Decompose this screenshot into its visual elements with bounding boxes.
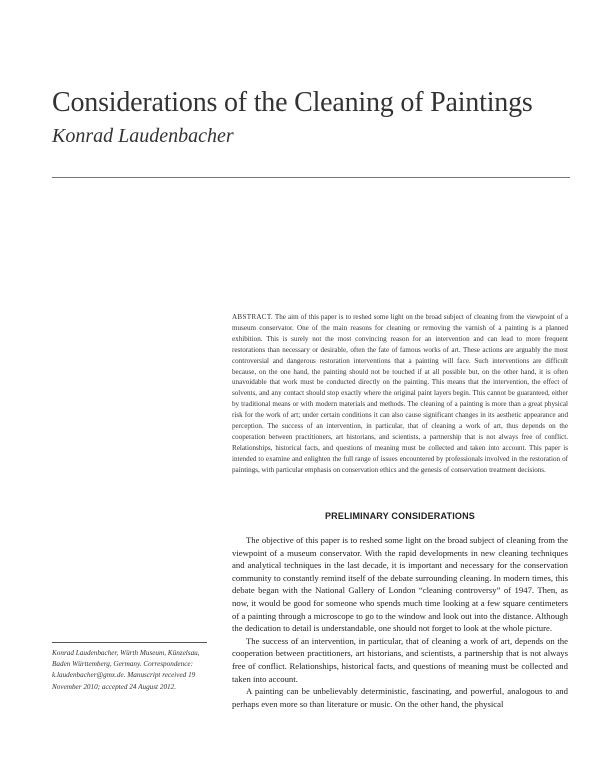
body-text: [232, 534, 568, 710]
body-paragraph: The success of an intervention, in particular, that of cleaning a work of art, depends on the cooperation between practitioners, art historians, and scientists, a partnership that is not always free of conflict. Relationships, historical facts, and questions of meaning must be collected and taken into account.: [232, 635, 568, 684]
article-author: Konrad Laudenbacher: [52, 125, 234, 147]
footnote-author: Konrad Laudenbacher,: [52, 649, 119, 657]
article-title: Considerations of the Cleaning of Paintings: [52, 87, 533, 118]
author-footnote: [52, 648, 212, 693]
body-paragraph: The objective of this paper is to reshed some light on the broad subject of cleaning from the viewpoint of a museum conservator. With the rapid developments in new cleaning techniques and analytical techniques in the last decade, it is important and necessary for the conservation community to constantly remind itself of the debate surrounding cleaning. In modern times, this debate began with the National Gallery of London “cleaning controversy” of 1947. Then, as now, it would be good for someone who spends much time looking at a few square centimeters of a painting through a microscope to go to the window and look out into the distance. Although the dedication to detail is understandable, one should not forget to look at the whole picture.: [232, 535, 568, 634]
section-heading: PRELIMINARY CONSIDERATIONS: [324, 511, 476, 521]
body-paragraph: A painting can be unbelievably deterministic, fascinating, and powerful, analogous to and perhaps even more so than literature or music. On the other hand, the physical: [232, 686, 568, 709]
abstract-label: ABSTRACT.: [232, 313, 273, 321]
abstract: [232, 312, 568, 476]
footnote-divider: [52, 642, 207, 643]
abstract-text: The aim of this paper is to reshed some light on the broad subject of cleaning from the viewpoint of a museum conservator. One of the main reasons for cleaning or removing the varnish of a painting is a planned exhibition. This is surely not the most convincing reason for an intervention and can lead to more frequent restorations than necessary or desirable, often the fate of famous works of art. These actions are arguably the most controversial and dangerous restoration interventions that a painting will face. Such interventions are difficult because, on the one hand, the painting should not be touched if at all possible but, on the other hand, it is often unavoidable that work must be conducted directly on the painting. This means that the intervention, the effect of solvents, and any contact should stop exactly where the original paint layers begin. This cannot be guaranteed, either by traditional means or with modern materials and methods. The cleaning of a painting is more than a great physical risk for the work of art; under certain conditions it can also cause significant changes in its aesthetic appearance and perception. The success of an intervention, in particular, that of cleaning a work of art, thus depends on the cooperation between practitioners, art historians, and scientists, a partnership that is not always free of conflict. Relationships, historical facts, and questions of meaning must be collected and taken into account. This paper is intended to examine and enlighten the full range of issues encountered by professionals involved in the restoration of paintings, with particular emphasis on conservation ethics and the genesis of conservation treatment decisions.: [232, 313, 568, 474]
footnote-text: Würth Museum, Künzelsau, Baden Württemberg, Germany. Correspondence: k.laudenbacher@gmx.de. Manuscript received 19 November 2010; accepted 24 August 2012.: [52, 649, 200, 691]
title-divider: [52, 177, 570, 178]
